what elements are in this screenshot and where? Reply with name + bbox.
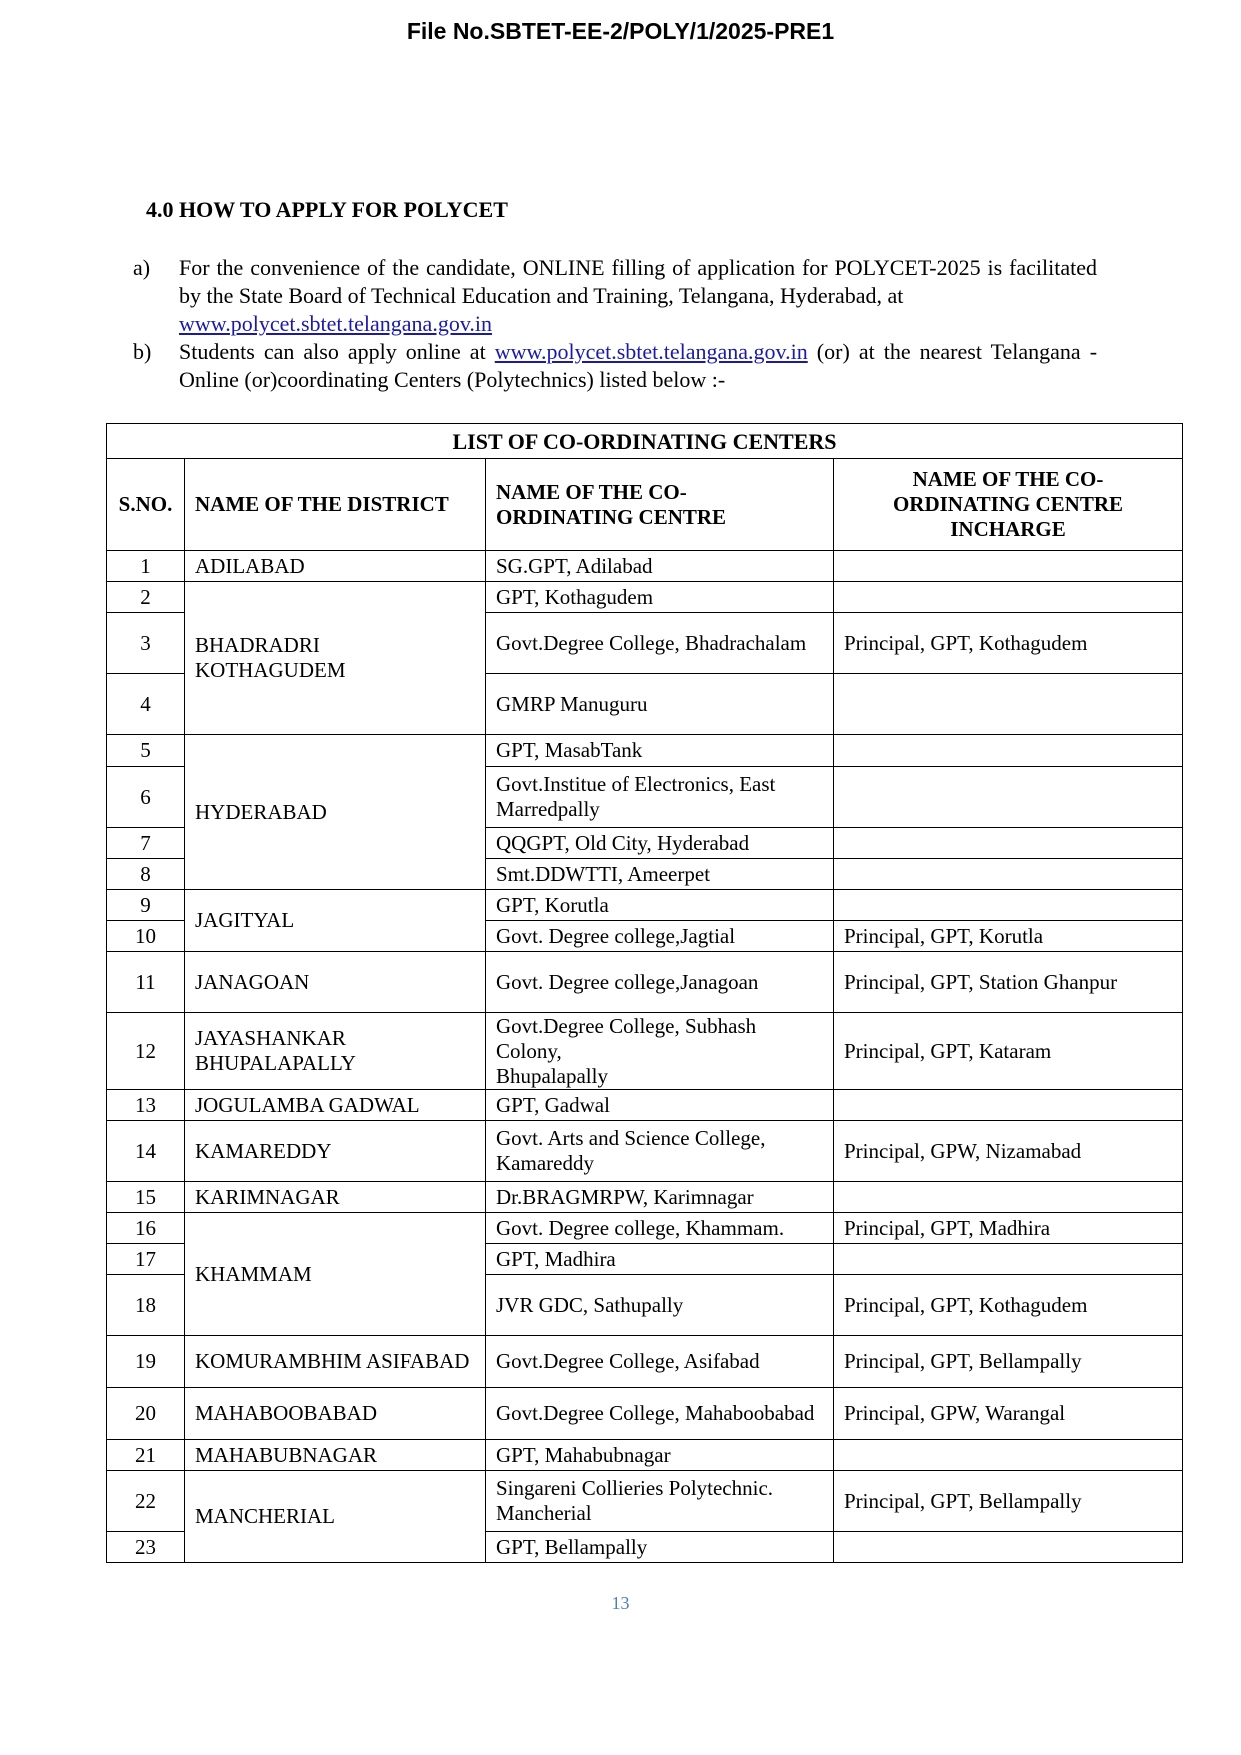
cell-centre: GPT, Bellampally [486,1532,834,1563]
cell-sno: 4 [107,674,185,735]
table-row [107,1090,1183,1121]
cell-incharge: Principal, GPW, Nizamabad [834,1121,1183,1182]
cell-district: HYDERABAD [185,735,486,890]
cell-incharge [834,582,1183,613]
cell-incharge: Principal, GPW, Warangal [834,1388,1183,1440]
cell-centre: Govt.Institue of Electronics, East Marredpally [486,767,834,828]
instruction-marker: a) [133,255,151,280]
cell-incharge [834,1244,1183,1275]
cell-incharge: Principal, GPT, Kataram [834,1013,1183,1090]
instruction-text-a: For the convenience of the candidate, ONLINE filling of application for POLYCET-2025 is facilitated by the State Board of Technical Education and Training, Telangana, Hyderabad, at [179,255,1097,308]
table-row [107,551,1183,582]
table-row [107,582,1183,613]
cell-incharge [834,1532,1183,1563]
cell-district: MAHABOOBABAD [185,1388,486,1440]
cell-incharge: Principal, GPT, Korutla [834,921,1183,952]
coordinating-centers-table [106,423,1183,1563]
cell-sno: 5 [107,735,185,767]
cell-centre: Dr.BRAGMRPW, Karimnagar [486,1182,834,1213]
section-heading: 4.0 HOW TO APPLY FOR POLYCET [146,197,508,222]
instructions-list [133,254,1097,394]
cell-incharge: Principal, GPT, Station Ghanpur [834,952,1183,1013]
instruction-text-b-end: (or) at the nearest Telangana -Online (or)coordinating Centers (Polytechnics) listed below :- [179,339,1098,392]
cell-incharge [834,828,1183,859]
cell-centre: Govt. Arts and Science College, Kamareddy [486,1121,834,1182]
cell-centre: Govt.Degree College, Bhadrachalam [486,613,834,674]
page-number: 13 [611,1593,630,1613]
cell-centre: GPT, Gadwal [486,1090,834,1121]
cell-incharge: Principal, GPT, Kothagudem [834,613,1183,674]
cell-sno: 23 [107,1532,185,1563]
cell-centre: GPT, Kothagudem [486,582,834,613]
cell-centre: Govt.Degree College, Mahaboobabad [486,1388,834,1440]
cell-centre: GPT, Madhira [486,1244,834,1275]
cell-incharge [834,674,1183,735]
cell-district: KARIMNAGAR [185,1182,486,1213]
cell-incharge [834,551,1183,582]
table-row [107,1440,1183,1471]
file-number-header: File No.SBTET-EE-2/POLY/1/2025-PRE1 [406,18,835,44]
cell-incharge: Principal, GPT, Madhira [834,1213,1183,1244]
table-row [107,1213,1183,1244]
cell-incharge: Principal, GPT, Bellampally [834,1336,1183,1388]
cell-centre: JVR GDC, Sathupally [486,1275,834,1336]
header-district: NAME OF THE DISTRICT [185,459,486,551]
cell-centre: Smt.DDWTTI, Ameerpet [486,859,834,890]
table-row [107,952,1183,1013]
cell-district: BHADRADRI KOTHAGUDEM [185,582,486,735]
cell-district: MAHABUBNAGAR [185,1440,486,1471]
cell-sno: 21 [107,1440,185,1471]
cell-centre: Govt. Degree college,Janagoan [486,952,834,1013]
table-row [107,1388,1183,1440]
table-row [107,1182,1183,1213]
cell-sno: 1 [107,551,185,582]
table-row [107,735,1183,767]
cell-centre: QQGPT, Old City, Hyderabad [486,828,834,859]
instruction-text-b-start: Students can also apply online at [179,339,486,364]
polycet-website-link[interactable]: www.polycet.sbtet.telangana.gov.in [494,339,808,364]
instruction-text [179,338,1097,394]
cell-centre: Govt.Degree College, Asifabad [486,1336,834,1388]
header-incharge: NAME OF THE CO-ORDINATING CENTRE INCHARGE [834,459,1183,551]
cell-centre: SG.GPT, Adilabad [486,551,834,582]
cell-sno: 17 [107,1244,185,1275]
cell-incharge: Principal, GPT, Kothagudem [834,1275,1183,1336]
cell-district: KOMURAMBHIM ASIFABAD [185,1336,486,1388]
table-row [107,1013,1183,1090]
instruction-item-a [133,254,1097,338]
cell-sno: 9 [107,890,185,921]
cell-incharge [834,859,1183,890]
cell-sno: 11 [107,952,185,1013]
cell-centre: Singareni Collieries Polytechnic. Mancherial [486,1471,834,1532]
cell-sno: 2 [107,582,185,613]
cell-centre: GPT, Korutla [486,890,834,921]
table-row [107,890,1183,921]
cell-district: JANAGOAN [185,952,486,1013]
cell-district: JAGITYAL [185,890,486,952]
cell-centre: Govt. Degree college, Khammam. [486,1213,834,1244]
instruction-marker: b) [133,339,152,364]
cell-incharge: Principal, GPT, Bellampally [834,1471,1183,1532]
cell-sno: 15 [107,1182,185,1213]
table-caption: LIST OF CO-ORDINATING CENTERS [107,424,1183,459]
header-sno: S.NO. [107,459,185,551]
cell-district: KHAMMAM [185,1213,486,1336]
cell-sno: 20 [107,1388,185,1440]
cell-sno: 10 [107,921,185,952]
cell-district: ADILABAD [185,551,486,582]
cell-sno: 7 [107,828,185,859]
cell-incharge [834,890,1183,921]
cell-sno: 3 [107,613,185,674]
cell-sno: 18 [107,1275,185,1336]
cell-district: JOGULAMBA GADWAL [185,1090,486,1121]
cell-incharge [834,767,1183,828]
cell-sno: 14 [107,1121,185,1182]
cell-centre: Govt. Degree college,Jagtial [486,921,834,952]
cell-centre: Govt.Degree College, Subhash Colony, Bhupalapally [486,1013,834,1090]
cell-sno: 19 [107,1336,185,1388]
table-body [107,551,1183,1563]
cell-incharge [834,1090,1183,1121]
header-centre: NAME OF THE CO-ORDINATING CENTRE [486,459,834,551]
polycet-website-link[interactable]: www.polycet.sbtet.telangana.gov.in [179,311,493,336]
table-row [107,1471,1183,1532]
cell-district: JAYASHANKAR BHUPALAPALLY [185,1013,486,1090]
instruction-text [179,254,1097,338]
table-row [107,1121,1183,1182]
table-row [107,1336,1183,1388]
cell-centre: GPT, Mahabubnagar [486,1440,834,1471]
cell-sno: 6 [107,767,185,828]
cell-sno: 12 [107,1013,185,1090]
cell-sno: 16 [107,1213,185,1244]
cell-district: MANCHERIAL [185,1471,486,1563]
cell-centre: GMRP Manuguru [486,674,834,735]
instruction-item-b [133,338,1097,394]
cell-sno: 8 [107,859,185,890]
cell-sno: 22 [107,1471,185,1532]
cell-centre: GPT, MasabTank [486,735,834,767]
cell-incharge [834,1182,1183,1213]
cell-incharge [834,1440,1183,1471]
cell-sno: 13 [107,1090,185,1121]
cell-incharge [834,735,1183,767]
cell-district: KAMAREDDY [185,1121,486,1182]
